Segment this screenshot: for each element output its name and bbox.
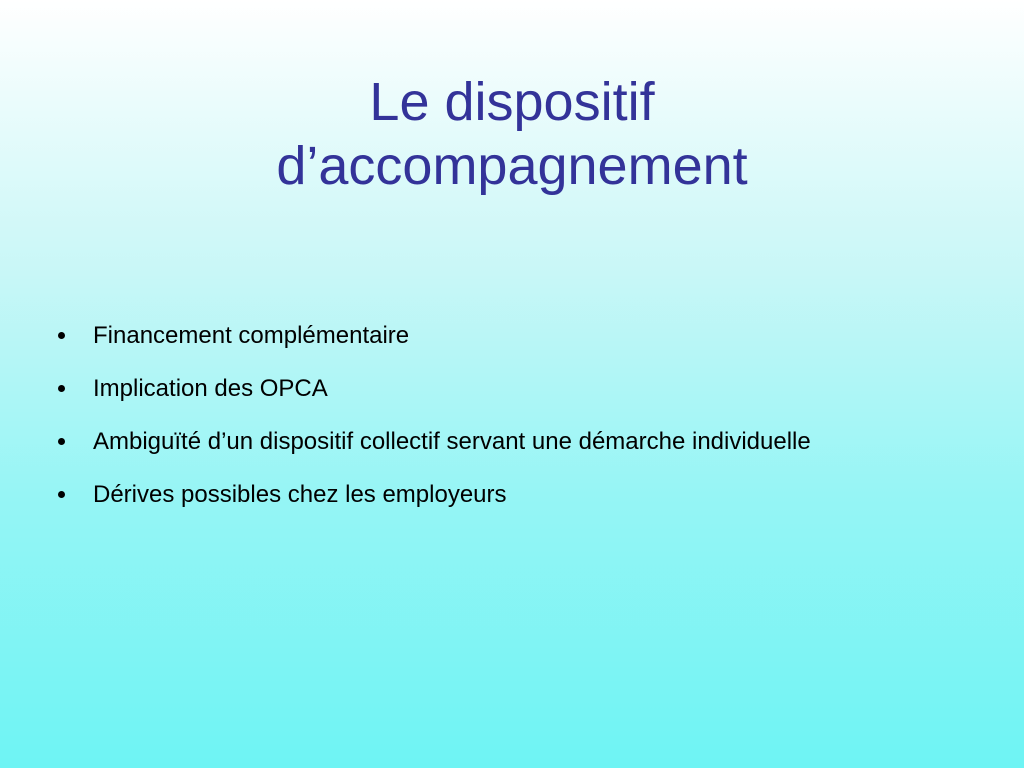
slide-title-line-1: Le dispositif — [369, 72, 655, 132]
bullet-dot-icon — [58, 491, 65, 498]
bullet-dot-icon — [58, 385, 65, 392]
slide-title — [0, 70, 1024, 198]
bullet-text: Implication des OPCA — [93, 374, 328, 402]
bullet-item — [55, 362, 811, 415]
bullet-text: Financement complémentaire — [93, 321, 410, 349]
bullet-text: Ambiguïté d’un dispositif collectif servant une démarche individuelle — [93, 427, 811, 455]
bullet-item — [55, 468, 811, 521]
bullet-dot-icon — [58, 332, 65, 339]
bullet-list — [55, 309, 811, 521]
bullet-text: Dérives possibles chez les employeurs — [93, 480, 507, 508]
bullet-item — [55, 309, 811, 362]
bullet-dot-icon — [58, 438, 65, 445]
bullet-item — [55, 415, 811, 468]
slide-title-line-2: d’accompagnement — [276, 136, 748, 196]
